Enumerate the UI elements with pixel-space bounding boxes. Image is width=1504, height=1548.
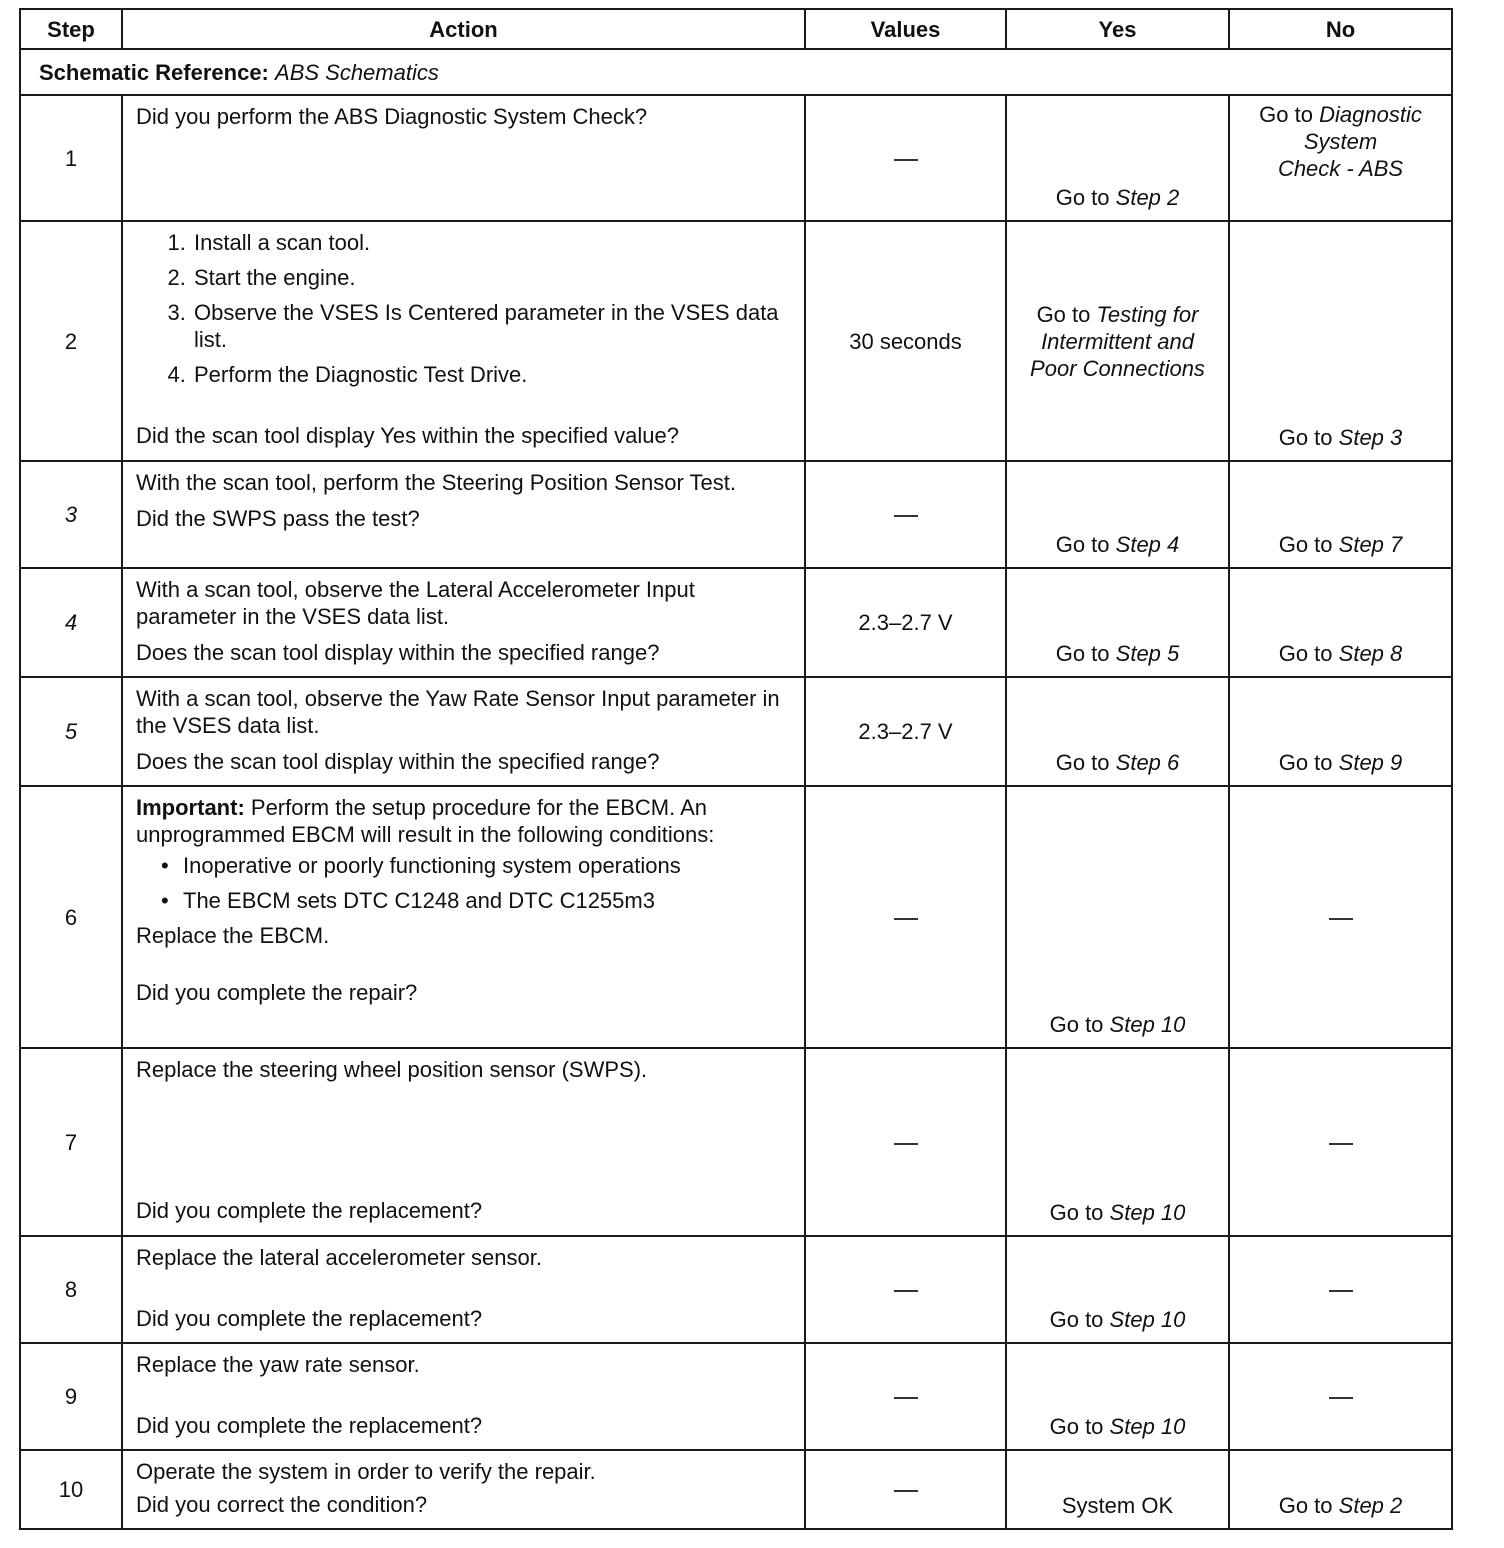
value-cell [805, 1450, 1006, 1529]
no-cell [1229, 95, 1452, 221]
step-number: 7 [20, 1048, 122, 1236]
table-row [20, 461, 1452, 568]
dash-mark [1329, 918, 1353, 920]
action-text: With the scan tool, perform the Steering Position Sensor Test. [136, 470, 737, 495]
table-row [20, 221, 1452, 461]
procedure-item: 3. Observe the VSES Is Centered parameter in the VSES data list. [192, 299, 794, 353]
go-to-prefix: Go to [1278, 750, 1333, 775]
go-to-prefix: Go to [1055, 532, 1110, 557]
value-cell [805, 95, 1006, 221]
no-target-link[interactable]: Step 2 [1338, 1493, 1403, 1518]
yes-target-link[interactable]: Step 10 [1109, 1200, 1186, 1225]
step-number: 4 [20, 568, 122, 677]
yes-target-link[interactable]: Testing for [1096, 301, 1199, 327]
go-to-prefix: Go to [1278, 425, 1333, 450]
yes-target-link[interactable]: Step 10 [1109, 1012, 1186, 1037]
dash-mark [894, 1490, 918, 1492]
table-row [20, 677, 1452, 786]
yes-cell [1006, 1236, 1229, 1343]
action-text: With a scan tool, observe the Yaw Rate Sensor Input parameter in the VSES data list. [136, 686, 780, 738]
yes-cell [1006, 1343, 1229, 1450]
no-target-link[interactable]: Diagnostic [1319, 102, 1422, 127]
no-target-link[interactable]: Step 8 [1338, 641, 1403, 666]
step-number: 10 [20, 1450, 122, 1529]
yes-cell [1006, 568, 1229, 677]
value-cell [805, 1343, 1006, 1450]
yes-target-link[interactable]: Poor Connections [1030, 355, 1205, 381]
no-cell [1229, 461, 1452, 568]
value-cell: 2.3–2.7 V [805, 568, 1006, 677]
header-row [20, 9, 1452, 49]
go-to-prefix: Go to [1049, 1307, 1104, 1332]
yes-cell [1006, 1450, 1229, 1529]
yes-cell [1006, 221, 1229, 461]
action-cell [122, 1450, 805, 1529]
header-yes: Yes [1006, 9, 1229, 49]
no-target-link[interactable]: Step 9 [1338, 750, 1403, 775]
procedure-item: 4. Perform the Diagnostic Test Drive. [192, 361, 794, 388]
action-question: Did you complete the replacement? [136, 1413, 483, 1438]
go-to-prefix: Go to [1055, 641, 1110, 666]
action-question: Does the scan tool display within the specified range? [136, 640, 660, 665]
action-cell [122, 1236, 805, 1343]
yes-target-link[interactable]: Step 2 [1115, 185, 1180, 210]
action-question: Did you correct the condition? [136, 1492, 428, 1517]
dash-mark [894, 1397, 918, 1399]
important-note [136, 794, 794, 848]
action-question: Did you complete the replacement? [136, 1198, 483, 1223]
yes-cell [1006, 461, 1229, 568]
action-text: Replace the lateral accelerometer sensor. [136, 1245, 542, 1270]
procedure-item: 1. Install a scan tool. [192, 229, 794, 256]
table-row [20, 1236, 1452, 1343]
no-cell [1229, 1450, 1452, 1529]
action-text: With a scan tool, observe the Lateral Accelerometer Input parameter in the VSES data list. [136, 577, 695, 629]
no-target-link[interactable]: System [1303, 129, 1378, 154]
step-number: 2 [20, 221, 122, 461]
yes-target-link[interactable]: Step 10 [1109, 1307, 1186, 1332]
dash-mark [894, 515, 918, 517]
condition-item: • The EBCM sets DTC C1248 and DTC C1255m3 [183, 887, 794, 914]
step-number: 9 [20, 1343, 122, 1450]
action-cell [122, 1343, 805, 1450]
schematic-reference-row [20, 49, 1452, 95]
go-to-prefix: Go to [1278, 532, 1333, 557]
go-to-prefix: Go to [1049, 1012, 1104, 1037]
action-question: Did the SWPS pass the test? [136, 506, 420, 531]
action-text: Replace the yaw rate sensor. [136, 1352, 420, 1377]
dash-mark [1329, 1290, 1353, 1292]
no-cell [1229, 221, 1452, 461]
go-to-prefix: Go to [1055, 185, 1110, 210]
go-to-prefix: Go to [1055, 750, 1110, 775]
no-target-link[interactable]: Step 3 [1338, 425, 1403, 450]
action-question: Did you complete the repair? [136, 980, 418, 1005]
step-number: 5 [20, 677, 122, 786]
table-row [20, 1343, 1452, 1450]
dash-mark [1329, 1143, 1353, 1145]
yes-target-link[interactable]: Step 4 [1115, 532, 1180, 557]
dash-mark [894, 1290, 918, 1292]
action-cell [122, 568, 805, 677]
yes-cell [1006, 786, 1229, 1048]
header-action: Action [122, 9, 805, 49]
yes-cell [1006, 95, 1229, 221]
action-cell [122, 677, 805, 786]
condition-list [136, 852, 794, 914]
table-row [20, 1048, 1452, 1236]
yes-target-link[interactable]: Step 6 [1115, 750, 1180, 775]
yes-target-link[interactable]: Step 10 [1109, 1414, 1186, 1439]
procedure-list [136, 229, 794, 388]
condition-item: • Inoperative or poorly functioning system operations [183, 852, 794, 879]
table-row [20, 95, 1452, 221]
go-to-prefix: Go to [1278, 1493, 1333, 1518]
header-step: Step [20, 9, 122, 49]
value-cell: 30 seconds [805, 221, 1006, 461]
action-cell [122, 461, 805, 568]
dash-mark [894, 918, 918, 920]
no-target-link[interactable]: Step 7 [1338, 532, 1403, 557]
no-cell [1229, 1343, 1452, 1450]
diagnostic-table [19, 8, 1453, 1530]
step-number: 6 [20, 786, 122, 1048]
action-text: Replace the EBCM. [136, 923, 330, 948]
yes-target-link[interactable]: Intermittent and [1041, 328, 1194, 354]
header-values: Values [805, 9, 1006, 49]
dash-mark [894, 1143, 918, 1145]
go-to-prefix: Go to [1049, 1414, 1104, 1439]
no-cell [1229, 1236, 1452, 1343]
action-question: Did the scan tool display Yes within the specified value? [136, 423, 680, 448]
action-text: Replace the steering wheel position sensor (SWPS). [136, 1057, 648, 1082]
dash-mark [1329, 1397, 1353, 1399]
table-row [20, 786, 1452, 1048]
step-number: 8 [20, 1236, 122, 1343]
table-row [20, 1450, 1452, 1529]
yes-cell [1006, 677, 1229, 786]
yes-target-link[interactable]: Step 5 [1115, 641, 1180, 666]
value-cell [805, 786, 1006, 1048]
no-cell [1229, 1048, 1452, 1236]
yes-cell [1006, 1048, 1229, 1236]
dash-mark [894, 159, 918, 161]
no-cell [1229, 568, 1452, 677]
important-label: Important: [136, 795, 245, 820]
value-cell [805, 1236, 1006, 1343]
schematic-reference-link[interactable]: ABS Schematics [275, 59, 439, 85]
value-cell [805, 461, 1006, 568]
header-no: No [1229, 9, 1452, 49]
step-number: 1 [20, 95, 122, 221]
yes-result-text: System OK [1061, 1493, 1174, 1518]
action-cell [122, 221, 805, 461]
action-cell [122, 1048, 805, 1236]
procedure-item: 2. Start the engine. [192, 264, 794, 291]
important-text: Perform the setup procedure for the EBCM. An unprogrammed EBCM will result in the following conditions: [136, 795, 715, 847]
no-target-link[interactable]: Check - ABS [1277, 156, 1404, 181]
action-question: Does the scan tool display within the specified range? [136, 749, 660, 774]
go-to-prefix: Go to [1036, 301, 1091, 327]
table-row [20, 568, 1452, 677]
action-text: Operate the system in order to verify the repair. [136, 1459, 596, 1484]
value-cell [805, 1048, 1006, 1236]
go-to-prefix: Go to [1049, 1200, 1104, 1225]
value-cell: 2.3–2.7 V [805, 677, 1006, 786]
action-cell [122, 786, 805, 1048]
go-to-prefix: Go to [1259, 102, 1313, 127]
no-cell [1229, 677, 1452, 786]
step-number: 3 [20, 461, 122, 568]
action-cell [122, 95, 805, 221]
no-cell [1229, 786, 1452, 1048]
schematic-reference-label: Schematic Reference: [39, 59, 269, 85]
action-question: Did you complete the replacement? [136, 1306, 483, 1331]
go-to-prefix: Go to [1278, 641, 1333, 666]
action-question: Did you perform the ABS Diagnostic System Check? [136, 104, 648, 129]
